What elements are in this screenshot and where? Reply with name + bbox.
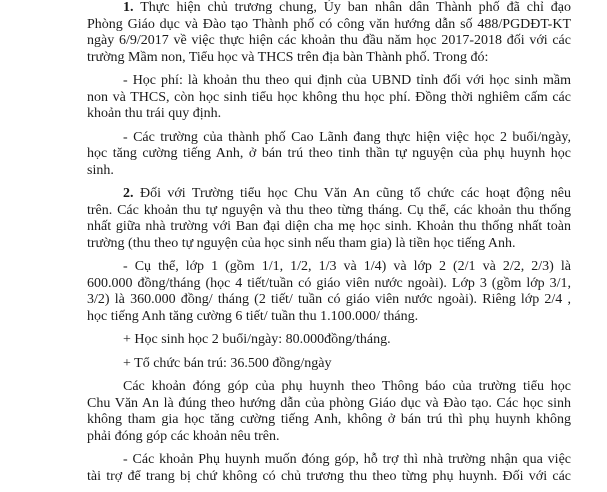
text-line [87, 309, 571, 326]
line-text: Phòng Giáo dục và Đào tạo Thành phố có công văn hướng dẫn số 488/PGDĐT-KT [87, 16, 571, 32]
paragraph [87, 0, 571, 66]
text-line [87, 163, 571, 180]
paragraph [87, 130, 571, 180]
paragraph [87, 379, 571, 445]
document-body [87, 0, 571, 492]
text-line [87, 396, 571, 413]
line-text: tài trợ để trang bị chứ không có chủ trương thu theo từng phụ huynh. Đối với các [87, 468, 571, 484]
line-text: - Cụ thể, lớp 1 (gồm 1/1, 1/2, 1/3 và 1/4) và lớp 2 (2/1 và 2/2, 2/3) là [123, 259, 571, 274]
line-text: trên. Các khoản thu tự nguyện và thu theo từng tháng. Cụ thể, các khoản thu thống [87, 202, 571, 218]
line-text: - Học phí: là khoản thu theo qui định của UBND tỉnh đối với học sinh mầm [123, 73, 571, 88]
text-line [87, 332, 571, 349]
line-text: - Các khoản Phụ huynh muốn đóng góp, hỗ trợ thì nhà trường nhận qua việc [123, 452, 571, 467]
line-text: sinh. [87, 162, 114, 178]
text-line [87, 356, 571, 373]
text-line [87, 17, 571, 34]
line-text: 3/2) là 360.000 đồng/ tháng (2 tiết/ tuần có giáo viên nước ngoài). Riêng lớp 2/4 , [87, 292, 571, 307]
text-line [87, 412, 571, 429]
section-number: 2. [123, 186, 134, 201]
text-line [87, 452, 571, 469]
paragraph [87, 356, 571, 373]
line-text: học tăng cường tiếng Anh, ở bán trú theo tinh thần tự nguyện của phụ huynh học [87, 146, 571, 161]
line-text: ngày 6/9/2017 về việc thực hiện các khoản thu đầu năm học 2017-2018 đối với các [87, 33, 571, 48]
text-line [87, 186, 571, 203]
text-line [87, 292, 571, 309]
paragraph [87, 73, 571, 123]
text-line [87, 259, 571, 276]
text-line [87, 276, 571, 293]
line-text: nhất giữa nhà trường với Ban đại diện cha mẹ học sinh. Khoản thu thống nhất toàn [87, 219, 571, 234]
text-line [87, 106, 571, 123]
line-text: trường (thu theo tự nguyện của học sinh nếu tham gia) là tiền học tiếng Anh. [87, 235, 516, 251]
text-line [87, 90, 571, 107]
text-line [87, 203, 571, 220]
line-text: khoản thu trái quy định. [87, 106, 222, 121]
text-line [87, 219, 571, 236]
line-text: Thực hiện chủ trương chung, Ủy ban nhân dân Thành phố đã chỉ đạo [140, 0, 571, 15]
section-number: 1. [123, 0, 134, 15]
paragraph [87, 186, 571, 252]
text-line [87, 50, 571, 67]
text-line [87, 469, 571, 486]
line-text: không tham gia học tăng cường tiếng Anh, không ở bán trú thì phụ huynh không [87, 412, 571, 427]
line-text: phải đóng góp các khoản nêu trên. [87, 428, 280, 444]
line-text: trường Mầm non, Tiểu học và THCS trên địa bàn Thành phố. Trong đó: [87, 49, 489, 65]
text-line [87, 146, 571, 163]
line-text: Chu Văn An là đúng theo hướng dẫn của phòng Giáo dục và Đào tạo. Các học sinh [87, 395, 571, 411]
text-line [87, 130, 571, 147]
paragraph [87, 332, 571, 349]
text-line [87, 379, 571, 396]
text-line [87, 0, 571, 17]
line-text: Đối với Trường tiểu học Chu Văn An cũng tổ chức các hoạt động nêu [139, 186, 571, 201]
line-text: + Học sinh học 2 buổi/ngày: 80.000đồng/tháng. [123, 332, 391, 347]
line-text: non và THCS, còn học sinh tiểu học không thu học phí. Đồng thời nghiêm cấm các [87, 89, 571, 105]
line-text: Các khoản đóng góp của phụ huynh theo Thông báo của trường tiểu học [123, 379, 571, 394]
text-line [87, 236, 571, 253]
paragraph [87, 452, 571, 485]
text-line [87, 429, 571, 446]
line-text: - Các trường của thành phố Cao Lãnh đang thực hiện việc học 2 buổi/ngày, [123, 129, 571, 145]
line-text: học tiếng Anh tăng cường 6 tiết/ tuần thu 1.100.000/ tháng. [87, 308, 419, 324]
line-text: 600.000 đồng/tháng (học 4 tiết/tuần có giáo viên nước ngoài). Lớp 3 (gồm lớp 3/1, [87, 275, 571, 291]
text-line [87, 33, 571, 50]
paragraph [87, 259, 571, 325]
line-text: + Tổ chức bán trú: 36.500 đồng/ngày [123, 355, 332, 371]
text-line [87, 73, 571, 90]
